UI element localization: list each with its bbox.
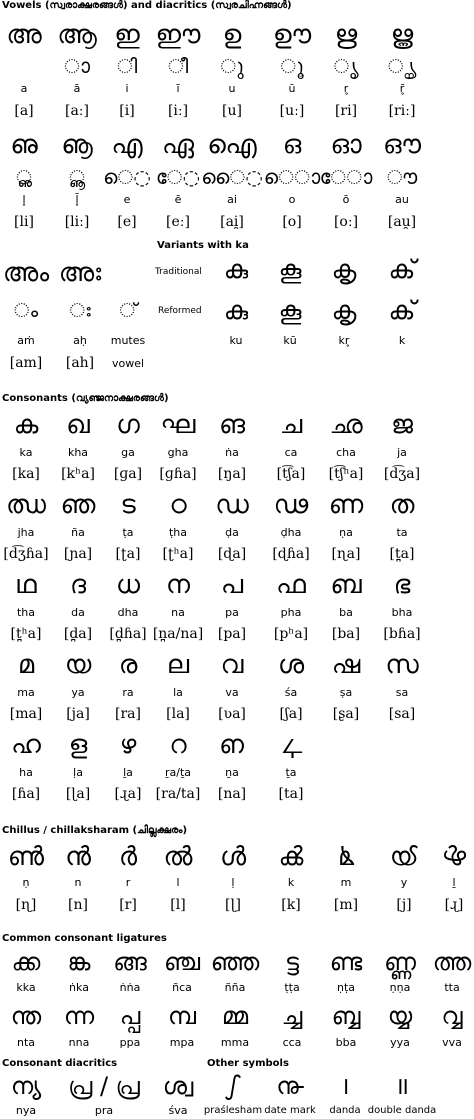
heading-other-symbols: Other symbols xyxy=(207,1058,289,1069)
vowel-sign: ◌ൣ xyxy=(69,165,85,189)
ligature-letter: ന്ന xyxy=(63,1002,95,1030)
transliteration: ḷa xyxy=(73,766,83,779)
consonant-letter: ഡ xyxy=(215,490,249,520)
transliteration: au xyxy=(395,193,409,206)
vowel-sign: േ◌ാ xyxy=(319,165,373,189)
transliteration: nta xyxy=(16,1036,36,1049)
ligature-letter: മ്മ xyxy=(221,1002,249,1030)
transliteration: ja xyxy=(397,446,407,459)
ka-traditional: കൂ xyxy=(278,255,302,285)
ipa: [u] xyxy=(222,103,242,119)
transliteration: l̥̄ xyxy=(75,193,79,206)
transliteration: mutes xyxy=(110,334,146,347)
vowel-letter: ഇ xyxy=(114,20,140,50)
consonant-letter: യ xyxy=(64,650,92,680)
transliteration: ṯa xyxy=(285,766,297,779)
transliteration: ṉa xyxy=(225,766,239,779)
ipa: [au̯] xyxy=(387,214,417,230)
ligature-letter: ഞ്ച xyxy=(163,948,201,976)
traditional-label: Traditional xyxy=(155,267,202,277)
ipa: [ɻ] xyxy=(444,897,464,913)
transliteration: mpa xyxy=(169,1036,195,1049)
transliteration: mma xyxy=(220,1036,250,1049)
transliteration: jha xyxy=(17,526,35,539)
transliteration: ta xyxy=(396,526,408,539)
vowel-sign: ◌ൄ xyxy=(387,54,417,78)
consonant-letter: ഠ xyxy=(169,490,187,520)
transliteration: u xyxy=(228,82,236,95)
ipa: [ɖa] xyxy=(217,546,247,562)
special-letter: അഃ xyxy=(58,258,102,288)
transliteration: pha xyxy=(280,606,302,619)
ipa: [ɖɦa] xyxy=(272,546,310,562)
ipa: [m] xyxy=(333,897,359,913)
ligature-letter: ട്ട xyxy=(284,948,300,976)
ipa: [riː] xyxy=(388,103,416,119)
consonant-diacritic-letter: പ്ര / പ്ര xyxy=(68,1072,140,1100)
vowel-letter: ഐ xyxy=(207,130,257,160)
ligature-letter: യ്യ xyxy=(387,1002,413,1030)
consonant-letter: ഘ xyxy=(160,410,196,440)
transliteration: ṇṭa xyxy=(336,981,356,994)
consonant-letter: ഗ xyxy=(116,410,140,440)
heading-variants: Variants with ka xyxy=(157,240,249,251)
consonant-letter: ഖ xyxy=(66,410,90,440)
ipa: [kʰa] xyxy=(61,466,95,482)
transliteration: ṅṅa xyxy=(119,981,141,994)
ipa: [ɲa] xyxy=(63,546,93,562)
transliteration: ku xyxy=(229,334,243,347)
transliteration: bba xyxy=(335,1036,357,1049)
consonant-letter: പ xyxy=(220,570,244,600)
ipa: [ʋa] xyxy=(218,706,246,722)
ipa: [am] xyxy=(9,355,43,371)
vowel-letter: ഓ xyxy=(330,130,362,160)
vowel-sign: ◌ൃ xyxy=(333,54,359,78)
ipa: [ʈʰa] xyxy=(162,546,194,562)
ipa: [ai̯] xyxy=(220,214,244,230)
ipa: [d̪a] xyxy=(63,626,93,642)
ligature-letter: ങ്ക xyxy=(67,948,91,976)
consonant-letter: ഴ xyxy=(119,730,137,760)
consonant-letter: ഝ xyxy=(6,490,46,520)
transliteration: ñña xyxy=(224,981,246,994)
ipa: [bɦa] xyxy=(383,626,421,642)
consonant-letter: ഩ xyxy=(219,730,245,760)
transliteration: vowel xyxy=(111,357,145,370)
ka-reformed: ക് xyxy=(388,296,416,326)
ligature-letter: മ്പ xyxy=(168,1002,196,1030)
transliteration: na xyxy=(171,606,185,619)
ligature-letter: ക്ക xyxy=(11,948,41,976)
transliteration: ṟa/ṯa xyxy=(164,766,192,779)
consonant-letter: ഹ xyxy=(11,730,41,760)
transliteration: ā xyxy=(73,82,81,95)
transliteration: kka xyxy=(16,981,36,994)
transliteration: bha xyxy=(391,606,413,619)
transliteration: n xyxy=(74,876,82,889)
vowel-letter: ഋ xyxy=(334,20,358,50)
ipa: [ʂa] xyxy=(332,706,360,722)
ipa: [a] xyxy=(14,103,34,119)
consonant-letter: ഭ xyxy=(393,570,411,600)
ipa: [la] xyxy=(166,706,190,722)
consonant-letter: ട xyxy=(120,490,136,520)
chillu-letter: ൻ xyxy=(65,842,91,872)
ipa: [n] xyxy=(68,897,88,913)
transliteration: l̥ xyxy=(22,193,26,206)
ligature-letter: വ്വ xyxy=(441,1002,463,1030)
special-sign: ◌ം xyxy=(13,298,39,322)
vowel-letter: ഊ xyxy=(272,20,312,50)
consonant-letter: ഞ xyxy=(60,490,96,520)
vowel-letter: എ xyxy=(111,130,143,160)
ipa: [ɭa] xyxy=(65,786,91,802)
transliteration: ḍha xyxy=(280,526,302,539)
ipa: [uː] xyxy=(279,103,305,119)
transliteration: ya xyxy=(71,686,85,699)
vowel-letter: ഌ xyxy=(10,130,38,160)
consonant-letter: ക xyxy=(13,410,39,440)
transliteration: nna xyxy=(68,1036,90,1049)
transliteration: ha xyxy=(19,766,33,779)
vowel-sign: േ◌ xyxy=(155,165,201,189)
consonant-letter: ന xyxy=(165,570,191,600)
chillu-letter: ൾ xyxy=(219,842,247,872)
ipa: [t̪a] xyxy=(389,546,415,562)
ipa: [d͡ʒa] xyxy=(383,466,421,482)
vowel-letter: ആ xyxy=(57,20,97,50)
transliteration: ṣa xyxy=(339,686,353,699)
ipa: [ɳ] xyxy=(15,897,37,913)
transliteration: ka xyxy=(19,446,33,459)
consonant-letter: സ xyxy=(385,650,419,680)
ipa: [t͡ʃʰa] xyxy=(328,466,364,482)
transliteration: r̥ xyxy=(343,82,349,95)
chillu-letter: ൖ xyxy=(441,842,467,872)
ligature-letter: ണ്ട xyxy=(329,948,363,976)
ipa: [aː] xyxy=(65,103,89,119)
transliteration: cca xyxy=(282,1036,302,1049)
transliteration: tha xyxy=(16,606,36,619)
consonant-letter: മ xyxy=(17,650,35,680)
ipa: [d͡ʒɦa] xyxy=(3,546,49,562)
vowel-letter: ൠ xyxy=(390,20,414,50)
ipa: [t͡ʃa] xyxy=(276,466,306,482)
transliteration: i xyxy=(125,82,129,95)
transliteration: ḻ xyxy=(452,876,456,889)
ligature-letter: ബ്ബ xyxy=(331,1002,361,1030)
ka-traditional: കു xyxy=(223,255,249,285)
transliteration: ē xyxy=(174,193,182,206)
vowel-letter: ൡ xyxy=(61,130,93,160)
transliteration: tta xyxy=(444,981,460,994)
ipa: [ba] xyxy=(331,626,361,642)
transliteration: ṇ xyxy=(22,876,30,889)
consonant-letter: ണ xyxy=(328,490,364,520)
other-symbol: ൹ xyxy=(276,1072,304,1100)
ipa: [ɡa] xyxy=(113,466,143,482)
consonant-letter: ദ xyxy=(69,570,87,600)
vowel-sign: ◌ീ xyxy=(167,54,189,78)
vowel-sign: െ◌ാ xyxy=(263,165,321,189)
transliteration: kr̥ xyxy=(338,334,350,347)
ka-reformed: കൂ xyxy=(278,296,302,326)
consonant-letter: ച xyxy=(279,410,303,440)
consonant-letter: ഢ xyxy=(273,490,309,520)
special-sign: ◌ഃ xyxy=(69,298,91,322)
vowel-letter: ഏ xyxy=(161,130,195,160)
ipa: [oː] xyxy=(333,214,359,230)
transliteration: ī xyxy=(176,82,180,95)
ligature-letter: ഞ്ഞ xyxy=(210,948,260,976)
chillu-letter: ൺ xyxy=(7,842,45,872)
transliteration: m xyxy=(340,876,352,889)
vowel-sign: ◌ൢ xyxy=(16,165,32,189)
ipa: [ʈa] xyxy=(115,546,141,562)
chillu-letter: ൽ xyxy=(163,842,193,872)
transliteration: pa xyxy=(225,606,239,619)
consonant-letter: വ xyxy=(220,650,244,680)
consonant-letter: ത xyxy=(389,490,415,520)
transliteration: nya xyxy=(15,1104,37,1117)
vowel-letter: ഔ xyxy=(382,130,422,160)
ipa: [ja] xyxy=(66,706,90,722)
transliteration: o xyxy=(288,193,296,206)
ipa: [ʃa] xyxy=(279,706,303,722)
chillu-letter: ൕ xyxy=(389,842,419,872)
vowel-letter: അ xyxy=(6,20,42,50)
transliteration: gha xyxy=(167,446,189,459)
ipa: [l] xyxy=(170,897,186,913)
transliteration: ñca xyxy=(172,981,192,994)
ligature-letter: പ്പ xyxy=(119,1002,141,1030)
ipa: [sa] xyxy=(388,706,416,722)
transliteration: r xyxy=(125,876,131,889)
consonant-letter: ങ xyxy=(218,410,246,440)
transliteration: ppa xyxy=(119,1036,141,1049)
transliteration: aḥ xyxy=(73,334,87,347)
ipa: [pʰa] xyxy=(273,626,309,642)
consonant-letter: ഺ xyxy=(279,730,303,760)
consonant-letter: ള xyxy=(68,730,88,760)
ipa: [t̪ʰa] xyxy=(10,626,42,642)
transliteration: la xyxy=(173,686,183,699)
vowel-letter: ഉ xyxy=(222,20,242,50)
ipa: [n̪a/na] xyxy=(152,626,204,642)
ligature-letter: ന്ത xyxy=(10,1002,42,1030)
transliteration: yya xyxy=(390,1036,410,1049)
consonant-letter: ധ xyxy=(115,570,141,600)
ligature-letter: ണ്ണ xyxy=(384,948,416,976)
ipa: [ka] xyxy=(12,466,40,482)
consonant-letter: റ xyxy=(169,730,187,760)
transliteration: praślesham xyxy=(203,1105,263,1116)
transliteration: ṇa xyxy=(339,526,353,539)
ipa: [o] xyxy=(282,214,302,230)
vowel-sign: െ◌ xyxy=(103,165,151,189)
consonant-letter: ല xyxy=(166,650,190,680)
chillu-letter: ൔ xyxy=(337,842,355,872)
transliteration: śa xyxy=(284,686,298,699)
consonant-letter: ഥ xyxy=(15,570,37,600)
transliteration: ba xyxy=(339,606,353,619)
transliteration: ṅka xyxy=(69,981,89,994)
transliteration: kū xyxy=(283,334,297,347)
transliteration: l xyxy=(176,876,180,889)
consonant-letter: ഫ xyxy=(276,570,306,600)
ipa: [liː] xyxy=(64,214,90,230)
other-symbol: ॥ xyxy=(394,1072,410,1100)
transliteration: r̥̄ xyxy=(399,82,405,95)
transliteration: cha xyxy=(336,446,356,459)
heading-chillus: Chillus / chillaksharam (ചില്ലക്ഷരം) xyxy=(2,825,188,836)
consonant-letter: ബ xyxy=(330,570,362,600)
transliteration: ḷ xyxy=(231,876,235,889)
chillu-letter: ർ xyxy=(118,842,138,872)
transliteration: ca xyxy=(284,446,298,459)
ipa: [ri] xyxy=(334,103,358,119)
reformed-label: Reformed xyxy=(158,306,202,316)
ipa: [ɳa] xyxy=(331,546,361,562)
transliteration: ṭṭa xyxy=(284,981,300,994)
ipa: [k] xyxy=(281,897,301,913)
consonant-letter: ശ xyxy=(277,650,305,680)
ipa: [ta] xyxy=(278,786,304,802)
transliteration: danda xyxy=(329,1105,361,1116)
transliteration: sa xyxy=(395,686,409,699)
transliteration: vva xyxy=(442,1036,462,1049)
transliteration: ai xyxy=(227,193,237,206)
ka-traditional: ക് xyxy=(388,255,416,285)
ipa: [ah] xyxy=(65,355,95,371)
special-letter: അം xyxy=(2,258,50,288)
vowel-sign: ◌ു xyxy=(220,54,244,78)
transliteration: double danda xyxy=(367,1105,437,1116)
chillu-letter: ൿ xyxy=(278,842,304,872)
ipa: [li] xyxy=(14,214,34,230)
other-symbol: ഽ xyxy=(225,1072,241,1100)
transliteration: dha xyxy=(117,606,139,619)
vowel-sign: ◌ൂ xyxy=(280,54,304,78)
transliteration: ḻa xyxy=(123,766,133,779)
transliteration: da xyxy=(71,606,85,619)
ipa: [iː] xyxy=(167,103,189,119)
consonant-letter: ഷ xyxy=(331,650,361,680)
transliteration: ña xyxy=(71,526,85,539)
transliteration: ō xyxy=(342,193,350,206)
transliteration: ṭha xyxy=(168,526,188,539)
ipa: [ŋa] xyxy=(217,466,247,482)
ipa: [eː] xyxy=(166,214,190,230)
transliteration: ṇṇa xyxy=(389,981,411,994)
ipa: [ma] xyxy=(9,706,43,722)
consonant-diacritic-letter: ശ്വ xyxy=(162,1072,194,1100)
ipa: [ɡɦa] xyxy=(159,466,197,482)
transliteration: ū xyxy=(288,82,296,95)
ipa: [i] xyxy=(119,103,135,119)
ipa: [ra] xyxy=(115,706,141,722)
transliteration: śva xyxy=(168,1104,188,1117)
heading-ligatures: Common consonant ligatures xyxy=(2,933,167,944)
ka-reformed: കൃ xyxy=(331,296,357,326)
transliteration: k xyxy=(398,334,406,347)
ipa: [ɦa] xyxy=(11,786,41,802)
ipa: [na] xyxy=(217,786,247,802)
ipa: [ɻa] xyxy=(114,786,142,802)
vowel-sign: ◌ാ xyxy=(63,54,91,78)
transliteration: ṅa xyxy=(225,446,239,459)
ipa: [ɭ] xyxy=(224,897,242,913)
other-symbol: । xyxy=(340,1072,350,1100)
transliteration: e xyxy=(123,193,131,206)
consonant-letter: ജ xyxy=(391,410,413,440)
vowel-letter: ഈ xyxy=(155,20,201,50)
transliteration: y xyxy=(400,876,408,889)
consonant-diacritic-letter: ന്യ xyxy=(10,1072,42,1100)
consonant-letter: ഛ xyxy=(329,410,363,440)
transliteration: date mark xyxy=(264,1105,316,1116)
vowel-sign: ൈ◌ xyxy=(201,165,263,189)
ipa: [j] xyxy=(396,897,412,913)
vowel-sign: ◌ൗ xyxy=(386,165,418,189)
transliteration: ra xyxy=(122,686,134,699)
vowel-sign: ◌ി xyxy=(116,54,138,78)
transliteration: ṭa xyxy=(122,526,134,539)
transliteration: kha xyxy=(67,446,89,459)
transliteration: a xyxy=(20,82,28,95)
ligature-letter: ത്ത xyxy=(432,948,472,976)
heading-consonant-diacritics: Consonant diacritics xyxy=(2,1058,118,1069)
ipa: [r] xyxy=(119,897,137,913)
ipa: [d̪ɦa] xyxy=(109,626,147,642)
transliteration: va xyxy=(225,686,239,699)
transliteration: k xyxy=(287,876,295,889)
transliteration: ga xyxy=(121,446,135,459)
transliteration: ma xyxy=(17,686,35,699)
heading-consonants: Consonants (വ്യഞ്ജനാക്ഷരങ്ങൾ) xyxy=(2,393,169,404)
ligature-letter: ച്ച xyxy=(281,1002,303,1030)
transliteration: ḍa xyxy=(225,526,239,539)
transliteration: pra xyxy=(94,1104,114,1117)
consonant-letter: ര xyxy=(118,650,138,680)
ka-traditional: കൃ xyxy=(331,255,357,285)
special-sign: ◌് xyxy=(119,298,137,322)
transliteration: aṁ xyxy=(17,334,35,347)
ipa: [e] xyxy=(117,214,137,230)
ligature-letter: ങ്ങ xyxy=(113,948,147,976)
ipa: [ra/ta] xyxy=(155,786,201,802)
vowel-letter: ഒ xyxy=(282,130,302,160)
heading-vowels: Vowels (സ്വരാക്ഷരങ്ങൾ) and diacritics (സ്വരചിഹ്നങ്ങൾ) xyxy=(2,0,292,11)
ipa: [pa] xyxy=(217,626,247,642)
ka-reformed: കു xyxy=(223,296,249,326)
